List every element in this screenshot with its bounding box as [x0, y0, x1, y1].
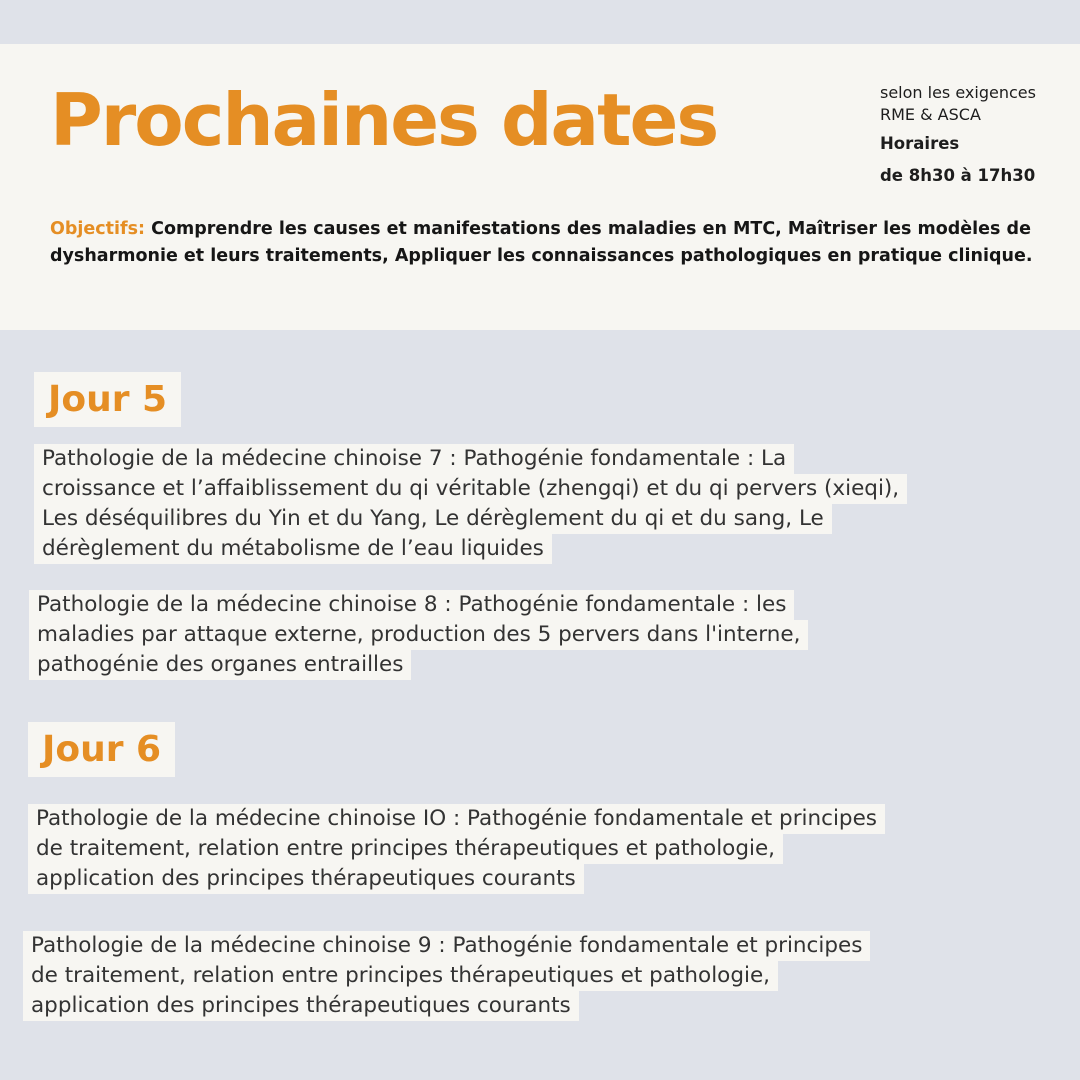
- session-line: maladies par attaque externe, production des 5 pervers dans l'interne,: [29, 620, 808, 650]
- session-line: de traitement, relation entre principes thérapeutiques et pathologie,: [23, 961, 778, 991]
- horaires-time: de 8h30 à 17h30: [880, 166, 1036, 185]
- session-line: croissance et l’affaiblissement du qi véritable (zhengqi) et du qi pervers (xieqi),: [34, 474, 907, 504]
- session-line: de traitement, relation entre principes thérapeutiques et pathologie,: [28, 834, 783, 864]
- session-line: pathogénie des organes entrailles: [29, 650, 411, 680]
- objectives-text: Comprendre les causes et manifestations des maladies en MTC, Maîtriser les modèles de dysharmonie et leurs traitements, Appliquer les connaissances pathologiques en pratique clinique.: [50, 219, 1033, 266]
- day-label-6: Jour 6: [28, 722, 175, 777]
- session-pathology-7: [34, 444, 907, 564]
- session-line: Les déséquilibres du Yin et du Yang, Le dérèglement du qi et du sang, Le: [34, 504, 832, 534]
- objectives-label: Objectifs:: [50, 219, 146, 239]
- requirements-line-2: RME & ASCA: [880, 105, 981, 124]
- session-line: dérèglement du métabolisme de l’eau liquides: [34, 534, 552, 564]
- session-pathology-9: [23, 931, 870, 1021]
- requirements-line-1: selon les exigences: [880, 83, 1036, 102]
- session-line: Pathologie de la médecine chinoise 8 : Pathogénie fondamentale : les: [29, 590, 794, 620]
- objectives: [50, 216, 1040, 270]
- session-line: Pathologie de la médecine chinoise IO : Pathogénie fondamentale et principes: [28, 804, 885, 834]
- session-line: Pathologie de la médecine chinoise 9 : Pathogénie fondamentale et principes: [23, 931, 870, 961]
- day-label-5: Jour 5: [34, 372, 181, 427]
- schedule-info: [880, 82, 1075, 186]
- session-line: application des principes thérapeutiques courants: [28, 864, 584, 894]
- session-line: application des principes thérapeutiques courants: [23, 991, 579, 1021]
- session-pathology-10: [28, 804, 885, 894]
- horaires-label: Horaires: [880, 134, 960, 153]
- session-pathology-8: [29, 590, 808, 680]
- page-title: Prochaines dates: [50, 78, 718, 162]
- session-line: Pathologie de la médecine chinoise 7 : Pathogénie fondamentale : La: [34, 444, 794, 474]
